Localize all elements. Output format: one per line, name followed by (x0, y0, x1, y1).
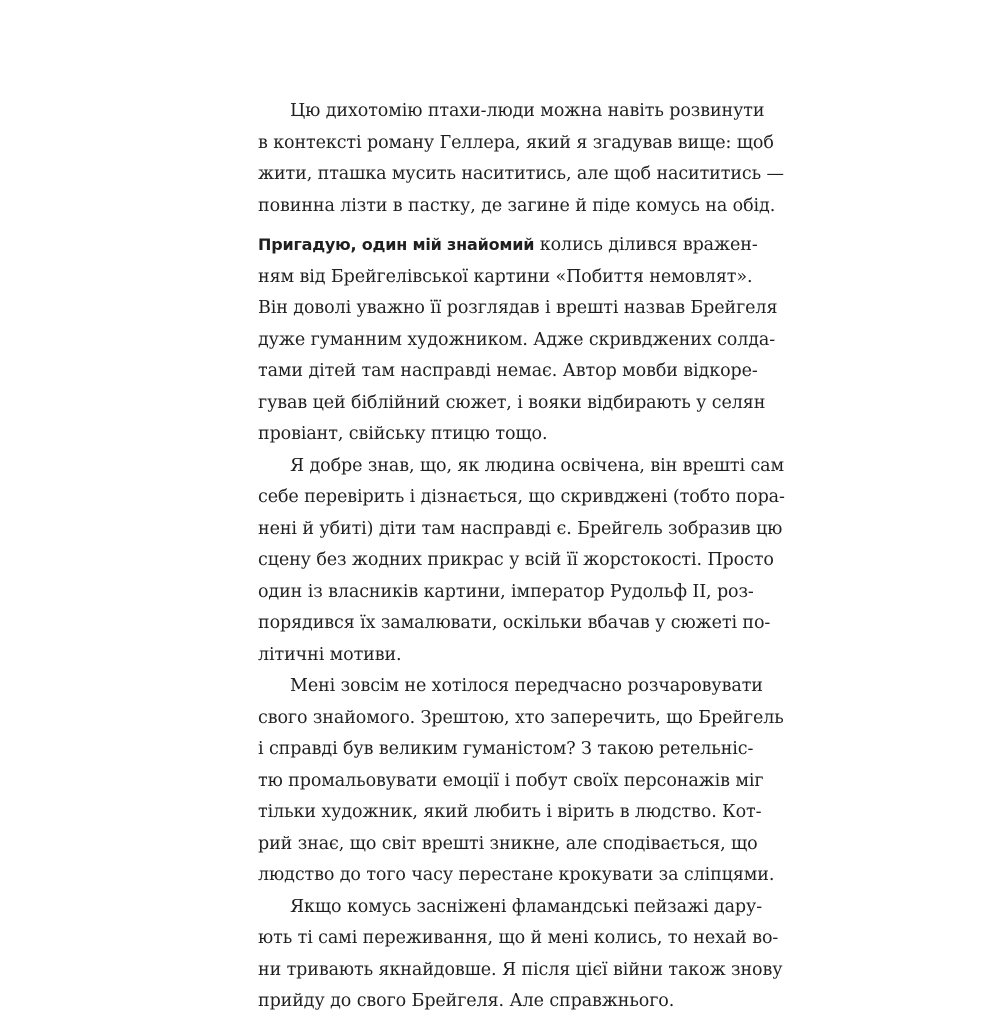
text-line: себе перевірить і дізнається, що скривджені (тобто пора- (258, 487, 785, 507)
text-line: нені й убиті) діти там насправді є. Брейгель зобразив цю (258, 518, 783, 539)
text-line: людство до того часу перестане крокувати за сліпцями. (258, 865, 775, 885)
text-line: тільки художник, який любить і вірить в людство. Кот- (258, 802, 762, 822)
text-line: дуже гуманним художником. Адже скривджених солда- (258, 329, 776, 350)
text-line: прийду до свого Брейгеля. Але справжнього. (258, 991, 675, 1011)
text-line: і справді був великим гуманістом? З такою ретельніс- (258, 739, 754, 759)
text-line: ням від Брейгелівської картини «Побиття немовлят». (258, 266, 753, 287)
text-line: літичні мотиви. (258, 644, 402, 665)
text-line: Я добре знав, що, як людина освічена, він врешті сам (290, 455, 784, 476)
text-line: Цю дихотомію птахи-люди можна навіть розвинути (290, 101, 765, 121)
text-line: провіант, свійську птицю тощо. (258, 424, 548, 444)
text-line: жити, пташка мусить насититись, але щоб насититись — (258, 164, 784, 184)
text-line: тами дітей там насправді немає. Автор мовби відкоре- (258, 361, 758, 381)
text-line: один із власників картини, імператор Рудольф II, роз- (258, 581, 754, 602)
text-line: порядився їх замалювати, оскільки вбачав у сюжеті по- (258, 613, 771, 633)
text-line: свого знайомого. Зрештою, хто заперечить, що Брейгель (258, 707, 784, 728)
text-line: ни тривають якнайдовше. Я після цієї війни також знову (258, 959, 783, 980)
text-line: сцену без жодних прикрас у всій її жорстокості. Просто (258, 550, 774, 570)
text-line (258, 229, 758, 262)
text-line: рий знає, що світ врешті зникне, але сподівається, що (258, 833, 758, 854)
section-breugel (258, 229, 785, 1018)
section-lead-in: Пригадую, один мій знайомий (258, 235, 535, 254)
paragraph-dichotomy (258, 96, 784, 222)
text-line: ють ті самі переживання, що й мені колись, то нехай во- (258, 928, 779, 948)
text-line: тю промальовувати емоції і побут своїх персонажів міг (258, 770, 764, 791)
text-line: в контексті роману Геллера, який я згадував вище: щоб (258, 132, 774, 153)
text-line: гував цей біблійний сюжет, і вояки відбирають у селян (258, 392, 766, 413)
text-line: Мені зовсім не хотілося передчасно розчаровувати (290, 676, 763, 696)
text-line: Він доволі уважно її розглядав і врешті назвав Брейгеля (258, 298, 778, 318)
text-line-rest: колись ділився вражен- (534, 235, 758, 255)
text-line: повинна лізти в пастку, де загине й піде комусь на обід. (258, 195, 776, 216)
text-line: Якщо комусь засніжені фламандські пейзажі дару- (290, 896, 763, 917)
